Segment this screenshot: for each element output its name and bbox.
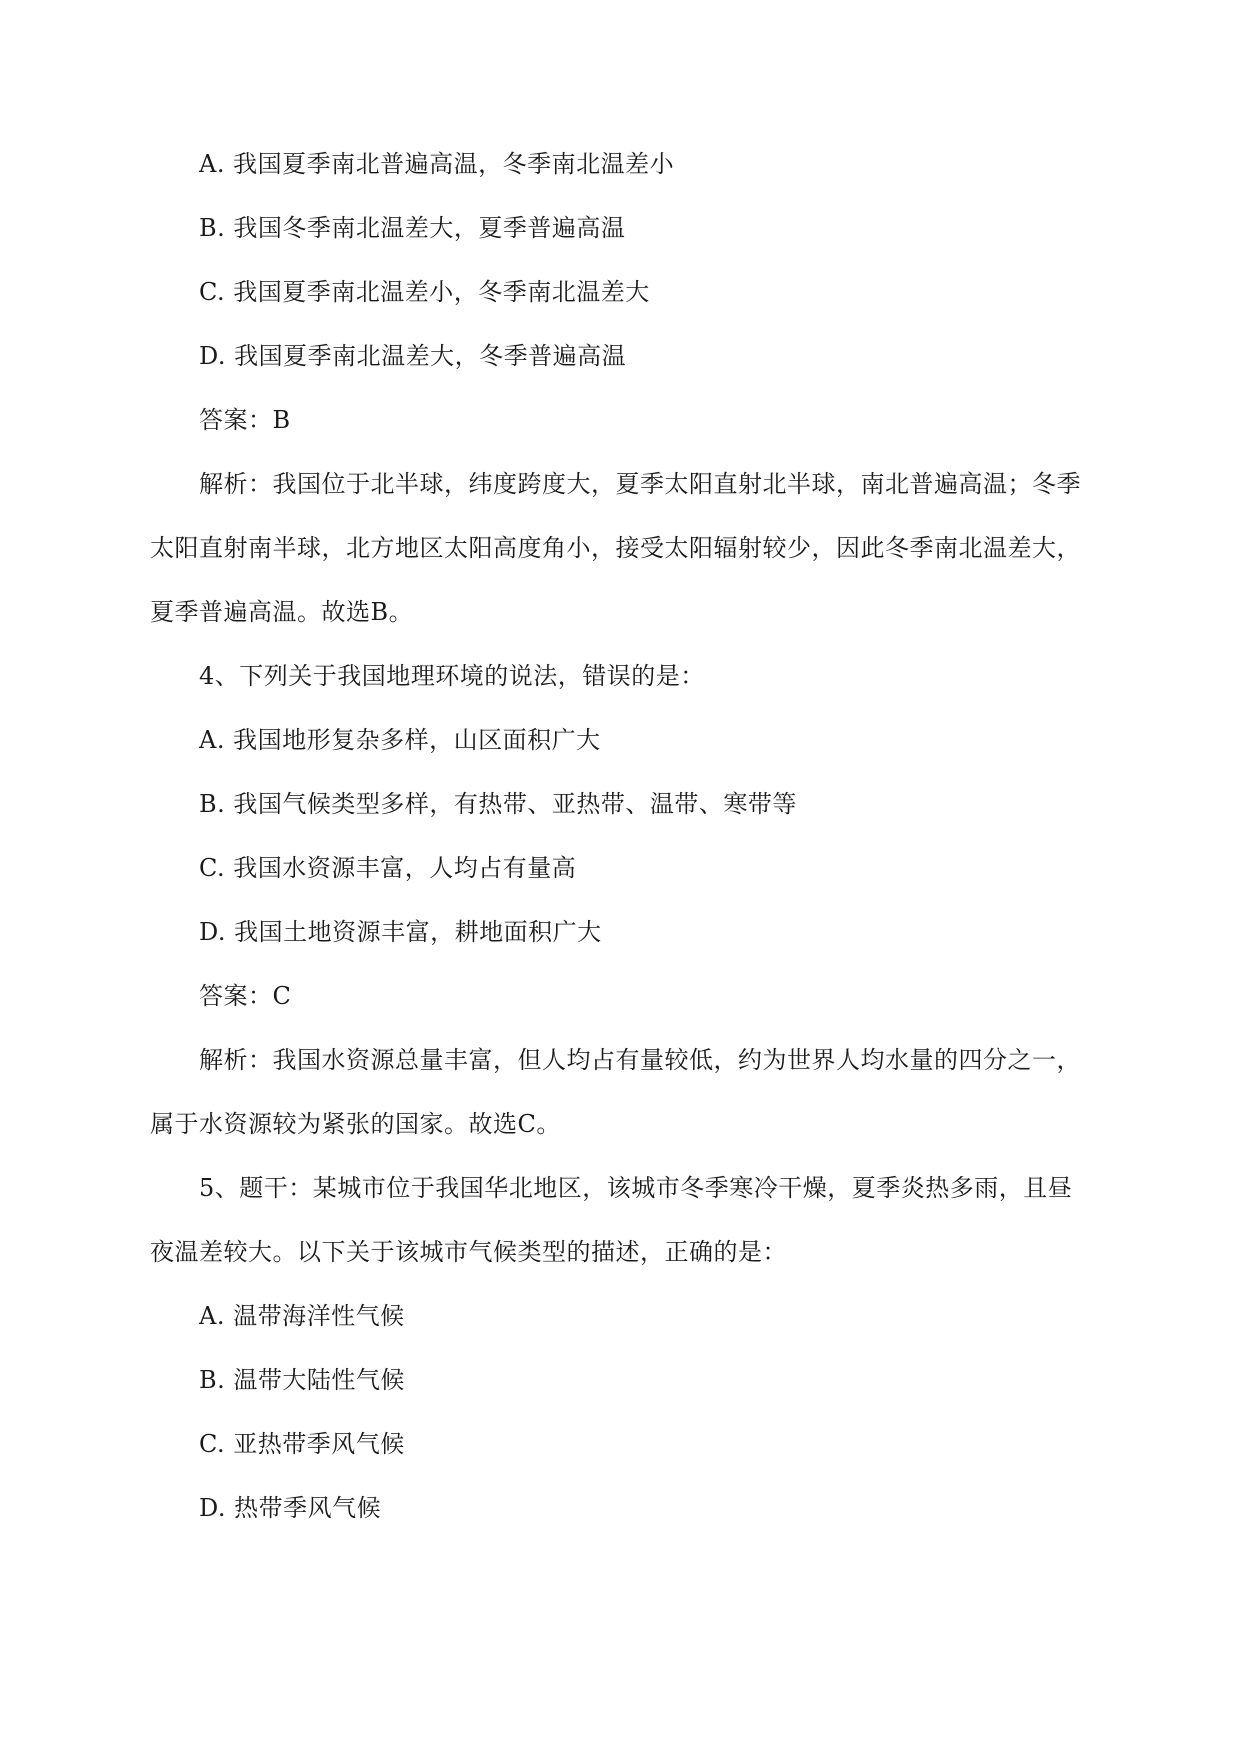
q3-option-b: B. 我国冬季南北温差大，夏季普遍高温 xyxy=(199,214,626,242)
q4-stem: 4、下列关于我国地理环境的说法，错误的是： xyxy=(199,662,705,690)
q3-option-a: A. 我国夏季南北普遍高温，冬季南北温差小 xyxy=(199,150,675,178)
q3-analysis-line-3: 夏季普遍高温。故选B。 xyxy=(150,598,414,626)
q5-stem-line-1: 5、题干：某城市位于我国华北地区，该城市冬季寒冷干燥，夏季炎热多雨，且昼 xyxy=(199,1174,1073,1202)
q4-answer: 答案：C xyxy=(199,982,292,1010)
q3-analysis-line-1: 解析：我国位于北半球，纬度跨度大，夏季太阳直射北半球，南北普遍高温；冬季 xyxy=(199,470,1081,498)
q4-analysis-line-2: 属于水资源较为紧张的国家。故选C。 xyxy=(150,1110,561,1138)
q4-analysis-line-1: 解析：我国水资源总量丰富，但人均占有量较低，约为世界人均水量的四分之一， xyxy=(199,1046,1081,1074)
q3-analysis-line-2: 太阳直射南半球，北方地区太阳高度角小，接受太阳辐射较少，因此冬季南北温差大， xyxy=(150,534,1081,562)
q3-answer: 答案：B xyxy=(199,406,291,434)
q4-option-a: A. 我国地形复杂多样，山区面积广大 xyxy=(199,726,601,754)
q5-stem-line-2: 夜温差较大。以下关于该城市气候类型的描述，正确的是： xyxy=(150,1238,787,1266)
q5-option-b: B. 温带大陆性气候 xyxy=(199,1366,405,1394)
q5-option-c: C. 亚热带季风气候 xyxy=(199,1430,405,1458)
q4-option-d: D. 我国土地资源丰富，耕地面积广大 xyxy=(199,918,602,946)
q5-option-a: A. 温带海洋性气候 xyxy=(199,1302,405,1330)
q3-option-d: D. 我国夏季南北温差大，冬季普遍高温 xyxy=(199,342,627,370)
q4-option-b: B. 我国气候类型多样，有热带、亚热带、温带、寒带等 xyxy=(199,790,797,818)
q5-option-d: D. 热带季风气候 xyxy=(199,1494,382,1522)
q4-option-c: C. 我国水资源丰富，人均占有量高 xyxy=(199,854,577,882)
q3-option-c: C. 我国夏季南北温差小，冬季南北温差大 xyxy=(199,278,650,306)
